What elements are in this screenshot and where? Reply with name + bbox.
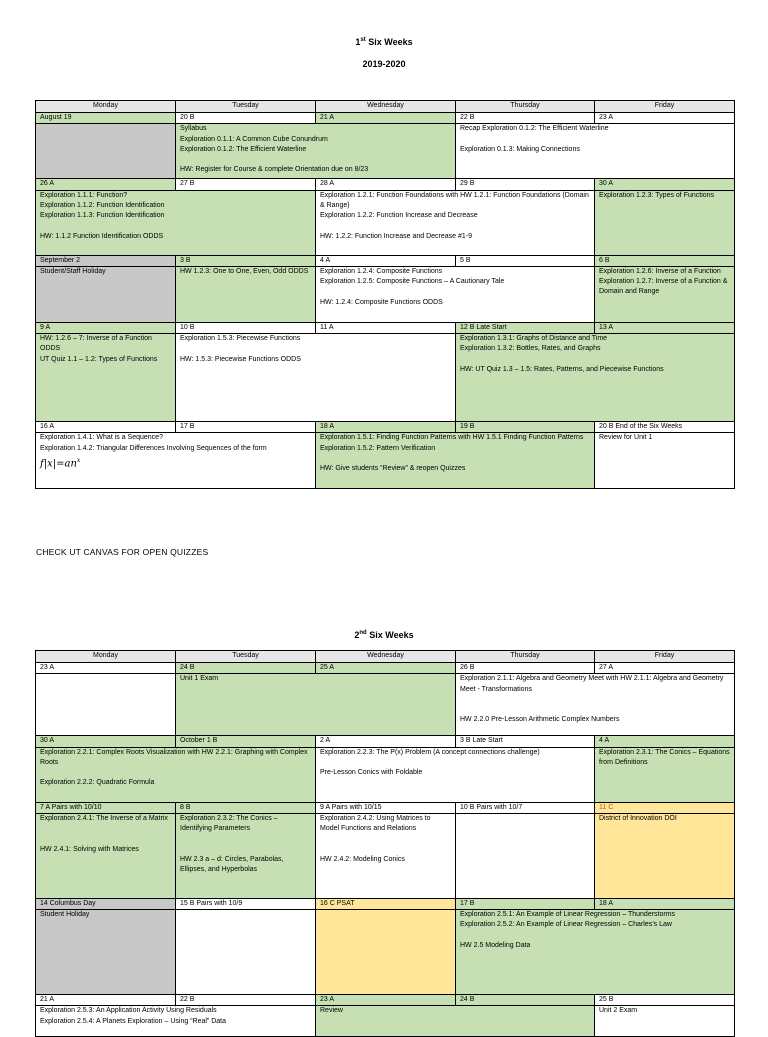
- schedule-line: Exploration 2.5.1: An Example of Linear Regression – Thunderstorms: [460, 911, 676, 919]
- date-cell: [595, 802, 735, 813]
- date-cell: [176, 322, 316, 333]
- schedule-line: HW: UT Quiz 1.3 – 1.5: Rates, Patterns, and Piecewise Functions: [460, 366, 664, 374]
- schedule-line: Exploration 0.1.2: The Efficient Waterline: [180, 145, 307, 153]
- date-cell: [456, 802, 595, 813]
- date-label: 11 C: [599, 803, 614, 811]
- schedule-line: [40, 824, 171, 834]
- day-header-0: Monday: [36, 101, 176, 113]
- day-header-3: Thursday: [456, 651, 595, 663]
- schedule-line: Exploration 2.4.1: The Inverse of a Matrix: [40, 814, 168, 822]
- schedule-line: Exploration 2.5.4: A Planets Exploration – Using “Real” Data: [40, 1017, 226, 1025]
- date-label: 3 B Late Start: [460, 737, 503, 745]
- date-cell: [316, 322, 456, 333]
- schedule-line: HW: 1.2.6 – 7: Inverse of a Function ODDS: [40, 335, 152, 353]
- date-label: 23 A: [40, 664, 55, 671]
- date-cell: [595, 736, 735, 747]
- schedule-line: Exploration 1.2.6: Inverse of a Function: [599, 267, 721, 275]
- schedule-line: [460, 355, 730, 365]
- date-label: 7 A Pairs with 10/10: [40, 803, 102, 811]
- schedule-cell: [36, 910, 176, 995]
- date-label: 26 B: [460, 664, 475, 671]
- date-label: 2 A: [320, 737, 331, 745]
- date-cell: [36, 422, 176, 433]
- schedule-cell: [316, 813, 456, 898]
- date-cell: [176, 422, 316, 433]
- schedule-cell: [456, 124, 735, 179]
- date-cell: [595, 255, 735, 266]
- schedule-cell: [316, 433, 595, 489]
- schedule-line: Exploration 0.1.3: Making Connections: [460, 145, 580, 153]
- date-label: 30 A: [40, 737, 55, 745]
- date-label: 20 B: [180, 114, 195, 121]
- section2-title: 2nd Six Weeks: [354, 630, 414, 640]
- schedule-line: Exploration 2.4.2: Using Matrices to Model Functions and Relations: [320, 814, 431, 833]
- day-header-0: Monday: [36, 651, 176, 663]
- date-label: 21 A: [40, 996, 55, 1004]
- schedule-line: [180, 845, 311, 855]
- date-cell: [36, 322, 176, 333]
- date-cell: [595, 663, 735, 674]
- schedule-line: [40, 768, 311, 778]
- schedule-line: Exploration 1.2.2: Function Increase and Decrease: [320, 212, 478, 220]
- schedule-line: Exploration 1.4.2: Triangular Differences Involving Sequences of the form: [40, 444, 267, 452]
- schedule-line: Exploration 2.2.1: Complex Roots Visualization with HW 2.2.1: Graphing with Complex Roots: [40, 748, 308, 766]
- schedule-line: Exploration 1.2.3: Types of Functions: [599, 191, 715, 199]
- schedule-cell: [595, 747, 735, 802]
- schedule-line: HW: 1.5.3: Piecewise Functions ODDS: [180, 355, 301, 363]
- date-cell: [176, 802, 316, 813]
- date-label: 27 B: [180, 180, 195, 188]
- schedule-line: [320, 221, 590, 231]
- date-label: 25 A: [320, 664, 335, 671]
- date-cell: [456, 663, 595, 674]
- schedule-line: [40, 834, 171, 844]
- date-label: 10 B: [180, 323, 195, 331]
- date-cell: [316, 663, 456, 674]
- date-cell: [316, 255, 456, 266]
- date-label: 16 C PSAT: [320, 899, 355, 907]
- schedule-line: Review for Unit 1: [599, 434, 653, 442]
- schedule-line: District of Innovation DOI: [599, 814, 677, 822]
- schedule-line: Pre-Lesson Conics with Foldable: [320, 769, 423, 777]
- date-cell: [36, 113, 176, 124]
- date-cell: [456, 255, 595, 266]
- schedule-cell: [595, 1006, 735, 1037]
- schedule-cell: [316, 266, 595, 322]
- date-cell: [456, 898, 595, 909]
- schedule-line: Exploration 1.2.5: Composite Functions – A Cautionary Tale: [320, 278, 505, 286]
- date-label: 30 A: [599, 180, 614, 188]
- schedule-line: Exploration 1.2.7: Inverse of a Function & Domain and Range: [599, 278, 728, 296]
- date-label: September 2: [40, 256, 81, 264]
- date-label: 24 B: [460, 996, 475, 1004]
- schedule-cell: [456, 813, 595, 898]
- date-cell: [36, 995, 176, 1006]
- date-label: 9 A: [40, 323, 51, 331]
- schedule-cell: [176, 124, 456, 179]
- day-header-2: Wednesday: [316, 101, 456, 113]
- date-cell: [176, 898, 316, 909]
- schedule-line: HW: 1.2.4: Composite Functions ODDS: [320, 298, 443, 306]
- date-cell: [176, 736, 316, 747]
- date-label: 18 A: [320, 423, 335, 431]
- date-cell: [456, 995, 595, 1006]
- schedule-cell: [595, 433, 735, 489]
- day-header-3: Thursday: [456, 101, 595, 113]
- schedule-cell: [456, 334, 735, 422]
- date-label: October 1 B: [180, 737, 218, 745]
- six-weeks-1-calendar: [35, 100, 735, 489]
- formula-part: x: [76, 457, 81, 465]
- schedule-line: Syllabus: [180, 125, 207, 133]
- schedule-line: Exploration 0.1.1: A Common Cube Conundrum: [180, 135, 328, 143]
- date-cell: [595, 898, 735, 909]
- date-cell: [595, 179, 735, 190]
- schedule-cell: [316, 1006, 595, 1037]
- schedule-line: UT Quiz 1.1 – 1.2: Types of Functions: [40, 355, 158, 363]
- date-label: August 19: [40, 114, 72, 121]
- schedule-line: [460, 695, 730, 705]
- canvas-note: CHECK UT CANVAS FOR OPEN QUIZZES: [36, 547, 209, 557]
- schedule-cell: [316, 747, 595, 802]
- date-label: 27 A: [599, 664, 614, 671]
- date-label: 12 B Late Start: [460, 323, 507, 331]
- schedule-line: [460, 931, 730, 941]
- schedule-line: [320, 454, 590, 464]
- date-cell: [36, 255, 176, 266]
- schedule-cell: [456, 910, 735, 995]
- day-header-4: Friday: [595, 101, 735, 113]
- schedule-line: Exploration 2.1.1: Algebra and Geometry Meet with HW 2.1.1: Algebra and Geometry Meet - Transformations: [460, 675, 724, 693]
- schedule-line: Recap Exploration 0.1.2: The Efficient Waterline: [460, 125, 609, 133]
- date-cell: [176, 113, 316, 124]
- schedule-line: Student/Staff Holiday: [40, 267, 106, 275]
- schedule-cell: [176, 910, 316, 995]
- schedule-line: [40, 221, 311, 231]
- schedule-line: Exploration 1.4.1: What is a Sequence?: [40, 434, 163, 442]
- date-cell: [595, 995, 735, 1006]
- date-label: 4 A: [599, 737, 610, 745]
- date-cell: [456, 113, 595, 124]
- schedule-line: [320, 287, 590, 297]
- date-cell: [36, 736, 176, 747]
- schedule-cell: [176, 813, 316, 898]
- date-cell: [316, 422, 456, 433]
- schedule-line: [180, 155, 451, 165]
- formula-part: x: [47, 458, 53, 470]
- date-cell: [36, 179, 176, 190]
- section1-title: 1st Six Weeks: [355, 37, 413, 47]
- schedule-cell: [36, 433, 316, 489]
- formula-part: =a: [56, 458, 71, 470]
- date-cell: [456, 179, 595, 190]
- date-cell: [176, 663, 316, 674]
- date-label: 5 B: [460, 256, 471, 264]
- day-header-1: Tuesday: [176, 651, 316, 663]
- six-weeks-2-calendar: [35, 650, 735, 1037]
- schedule-line: [320, 834, 451, 844]
- date-label: 11 A: [320, 323, 334, 331]
- day-header-2: Wednesday: [316, 651, 456, 663]
- date-label: 19 B: [460, 423, 475, 431]
- schedule-line: [460, 705, 730, 715]
- date-cell: [595, 422, 735, 433]
- schedule-line: HW: 1.2.2: Function Increase and Decrease #1-9: [320, 232, 473, 240]
- schedule-cell: [176, 266, 316, 322]
- schedule-line: Exploration 1.1.3: Function Identification: [40, 212, 165, 220]
- schedule-line: Unit 2 Exam: [599, 1007, 638, 1015]
- day-header-4: Friday: [595, 651, 735, 663]
- date-label: 13 A: [599, 323, 614, 331]
- schedule-cell: [36, 190, 316, 255]
- date-label: 16 A: [40, 423, 55, 431]
- schedule-line: Review: [320, 1007, 343, 1015]
- schedule-line: [180, 834, 311, 844]
- date-label: 22 B: [460, 114, 475, 121]
- schedule-line: HW: Give students “Review” & reopen Quizzes: [320, 465, 466, 473]
- date-cell: [316, 736, 456, 747]
- date-cell: [36, 898, 176, 909]
- schedule-line: HW: Register for Course & complete Orientation due on 8/23: [180, 166, 369, 174]
- schedule-line: [320, 845, 451, 855]
- schedule-cell: [595, 190, 735, 255]
- schedule-cell: [36, 747, 316, 802]
- formula-part: f: [40, 458, 44, 470]
- date-cell: [176, 995, 316, 1006]
- schedule-line: Unit 1 Exam: [180, 675, 219, 683]
- schedule-line: Exploration 2.5.2: An Example of Linear Regression – Charles’s Law: [460, 921, 672, 929]
- schedule-cell: [36, 813, 176, 898]
- date-cell: [456, 422, 595, 433]
- schedule-line: Exploration 1.2.1: Function Foundations with HW 1.2.1: Function Foundations (Domain & Range): [320, 191, 589, 209]
- date-cell: [595, 113, 735, 124]
- schedule-line: [320, 758, 590, 768]
- date-cell: [316, 995, 456, 1006]
- schedule-line: HW 1.2.3: One to One, Even, Odd ODDS: [180, 267, 309, 275]
- date-label: 26 A: [40, 180, 55, 188]
- date-label: 14 Columbus Day: [40, 899, 96, 907]
- date-cell: [36, 663, 176, 674]
- schedule-line: Exploration 1.1.1: Function?: [40, 191, 128, 199]
- schedule-cell: [456, 674, 735, 736]
- date-label: 23 A: [320, 996, 335, 1004]
- date-label: 29 B: [460, 180, 475, 188]
- schedule-cell: [36, 674, 176, 736]
- date-label: 20 B End of the Six Weeks: [599, 423, 683, 431]
- schedule-line: Exploration 2.2.3: The P(x) Problem (A concept connections challenge): [320, 748, 540, 756]
- schedule-line: Student Holiday: [40, 911, 90, 919]
- schedule-line: HW 2.2.0 Pre-Lesson Arithmetic Complex Numbers: [460, 716, 620, 724]
- day-header-1: Tuesday: [176, 101, 316, 113]
- schedule-line: HW 2.3 a – d: Circles, Parabolas, Ellipses, and Hyperbolas: [180, 856, 284, 874]
- schedule-cell: [36, 124, 176, 179]
- formula-part: n: [70, 458, 77, 470]
- date-cell: [176, 179, 316, 190]
- date-cell: [456, 736, 595, 747]
- date-label: 17 B: [460, 899, 475, 907]
- schedule-line: [460, 135, 730, 145]
- date-label: 24 B: [180, 664, 195, 671]
- date-cell: [456, 322, 595, 333]
- schedule-line: Exploration 1.2.4: Composite Functions: [320, 267, 443, 275]
- date-label: 9 A Pairs with 10/15: [320, 803, 382, 811]
- date-label: 21 A: [320, 114, 335, 121]
- sequence-formula: $f|x|=an^x$: [40, 457, 81, 470]
- schedule-cell: [316, 910, 456, 995]
- date-label: 8 B: [180, 803, 191, 811]
- date-cell: [595, 322, 735, 333]
- schedule-line: Exploration 2.5.3: An Application Activity Using Residuals: [40, 1007, 217, 1015]
- schedule-cell: [595, 266, 735, 322]
- schedule-cell: [595, 813, 735, 898]
- schedule-line: HW 2.4.1: Solving with Matrices: [40, 845, 139, 853]
- schedule-cell: [316, 190, 595, 255]
- schedule-line: Exploration 1.5.1: Finding Function Patterns with HW 1.5.1 Finding Function Patterns: [320, 434, 584, 442]
- schedule-line: Exploration 1.1.2: Function Identification: [40, 201, 165, 209]
- schedule-cell: [36, 334, 176, 422]
- schedule-line: Exploration 1.5.2: Pattern Verification: [320, 444, 436, 452]
- schedule-line: Exploration 2.3.2: The Conics – Identifying Parameters: [180, 814, 278, 833]
- schedule-line: HW: 1.1.2 Function Identification ODDS: [40, 232, 164, 240]
- schedule-line: HW 2.5 Modeling Data: [460, 942, 531, 950]
- schedule-line: HW 2.4.2: Modeling Conics: [320, 856, 405, 864]
- date-label: 17 B: [180, 423, 195, 431]
- date-cell: [316, 802, 456, 813]
- schedule-cell: [176, 674, 456, 736]
- schedule-line: Exploration 1.3.1: Graphs of Distance and Time: [460, 335, 608, 343]
- date-label: 23 A: [599, 114, 614, 121]
- date-cell: [316, 113, 456, 124]
- schedule-line: Exploration 2.3.1: The Conics – Equations from Definitions: [599, 748, 730, 766]
- date-label: 4 A: [320, 256, 331, 264]
- date-cell: [316, 179, 456, 190]
- date-label: 22 B: [180, 996, 195, 1004]
- date-label: 28 A: [320, 180, 335, 188]
- schedule-line: Exploration 2.2.2: Quadratic Formula: [40, 779, 155, 787]
- date-label: 18 A: [599, 899, 614, 907]
- date-label: 10 B Pairs with 10/7: [460, 803, 523, 811]
- date-label: 3 B: [180, 256, 191, 264]
- schedule-cell: [36, 266, 176, 322]
- schedule-cell: [176, 334, 456, 422]
- schedule-cell: [36, 1006, 316, 1037]
- date-cell: [316, 898, 456, 909]
- date-label: 25 B: [599, 996, 614, 1004]
- section1-year: 2019-2020: [362, 59, 406, 69]
- date-cell: [36, 802, 176, 813]
- schedule-line: Exploration 1.3.2: Bottles, Rates, and Graphs: [460, 345, 601, 353]
- date-label: 15 B Pairs with 10/9: [180, 899, 243, 907]
- date-label: 6 B: [599, 256, 610, 264]
- date-cell: [176, 255, 316, 266]
- schedule-line: [180, 344, 451, 354]
- schedule-line: Exploration 1.5.3: Piecewise Functions: [180, 335, 301, 343]
